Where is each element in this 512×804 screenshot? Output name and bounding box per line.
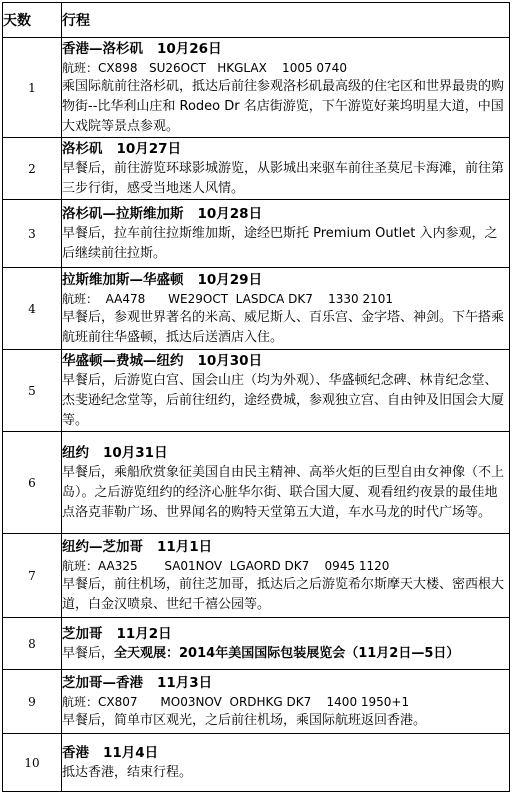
day-description: 早餐后，拉车前往拉斯维加斯，途经巴斯托 Premium Outlet 入内参观，之后继续前往拉斯。 xyxy=(62,225,498,261)
day-plan xyxy=(62,138,510,200)
date: 10月27日 xyxy=(116,140,182,157)
day-number: 8 xyxy=(3,618,62,670)
day-description: 早餐后，前往机场，前往芝加哥，抵达后之后游览希尔斯摩天大楼、密西根大道，白金汉喷泉、世纪千禧公园等。 xyxy=(62,576,505,612)
table-row xyxy=(3,200,510,268)
route: 芝加哥 xyxy=(62,625,103,642)
route: 华盛顿—费城—纽约 xyxy=(62,352,184,369)
day-number: 1 xyxy=(3,38,62,138)
route: 拉斯维加斯—华盛顿 xyxy=(62,271,184,288)
table-row xyxy=(3,138,510,200)
day-title xyxy=(62,204,509,224)
table-row xyxy=(3,618,510,670)
day-number: 4 xyxy=(3,268,62,350)
day-plan xyxy=(62,670,510,734)
route: 香港—洛杉矶 xyxy=(62,40,143,57)
route: 纽约 xyxy=(62,444,89,461)
day-description: 乘国际航前往洛杉矶，抵达后前往参观洛杉矶最高级的住宅区和世界最贵的购物街--比华利山庄和 Rodeo Dr 名店街游览，下午游览好莱坞明星大道，中国大戏院等景点参观。 xyxy=(62,78,505,134)
day-number: 6 xyxy=(3,432,62,534)
day-title xyxy=(62,743,509,763)
date: 10月29日 xyxy=(197,271,263,288)
plan-column-header: 行程 xyxy=(62,3,510,38)
day-title xyxy=(62,139,509,159)
date: 11月1日 xyxy=(157,538,213,555)
day-title xyxy=(62,39,509,59)
day-plan xyxy=(62,200,510,268)
day-column-header: 天数 xyxy=(3,3,62,38)
day-plan xyxy=(62,268,510,350)
day-description xyxy=(62,644,509,664)
date: 10月28日 xyxy=(197,205,263,222)
date: 11月4日 xyxy=(103,744,159,761)
date: 10月30日 xyxy=(197,352,263,369)
table-row xyxy=(3,734,510,792)
day-number: 10 xyxy=(3,734,62,792)
day-plan xyxy=(62,618,510,670)
flight-info: 航班： AA478 WE29OCT LASDCA DK7 1330 2101 xyxy=(62,291,393,306)
date: 10月26日 xyxy=(157,40,222,57)
day-plan xyxy=(62,734,510,792)
table-row xyxy=(3,670,510,734)
day-title xyxy=(62,624,509,644)
route: 芝加哥—香港 xyxy=(62,674,143,691)
day-title xyxy=(62,351,509,371)
table-row xyxy=(3,534,510,618)
route: 纽约—芝加哥 xyxy=(62,538,143,555)
day-number: 2 xyxy=(3,138,62,200)
date: 11月3日 xyxy=(157,674,213,691)
day-description: 抵达香港，结束行程。 xyxy=(62,764,193,780)
day-number: 5 xyxy=(3,350,62,432)
day-number: 7 xyxy=(3,534,62,618)
description-prefix: 早餐后， xyxy=(62,645,115,661)
table-row xyxy=(3,38,510,138)
flight-info: 航班：CX898 SU26OCT HKGLAX 1005 0740 xyxy=(62,60,347,75)
day-plan xyxy=(62,432,510,534)
day-plan xyxy=(62,534,510,618)
day-number: 9 xyxy=(3,670,62,734)
day-plan xyxy=(62,350,510,432)
table-row xyxy=(3,268,510,350)
date: 11月2日 xyxy=(116,625,172,642)
day-description: 早餐后，前往游览环球影城游览，从影城出来驱车前往圣莫尼卡海滩，前往第三步行街，感受当地迷人风情。 xyxy=(62,160,505,196)
day-title xyxy=(62,537,509,557)
itinerary-table xyxy=(2,2,510,792)
day-title xyxy=(62,443,509,463)
route: 香港 xyxy=(62,744,89,761)
table-row xyxy=(3,350,510,432)
day-title xyxy=(62,270,509,290)
day-description: 早餐后，参观世界著名的米高、威尼斯人、百乐宫、金字塔、神剑。下午搭乘航班前往华盛顿，抵达后送酒店入住。 xyxy=(62,309,505,345)
day-description: 早餐后，简单市区观光，之后前往机场，乘国际航班返回香港。 xyxy=(62,712,427,728)
date: 10月31日 xyxy=(103,444,168,461)
day-description: 早餐后，乘船欣赏象征美国自由民主精神、高举火炬的巨型自由女神像（不上岛）。之后游览纽约的经济心脏华尔街、联合国大厦、观看纽约夜景的最佳地点洛克菲勒广场、世界闻名的购特天堂第五大道，车水马龙的时代广场等。 xyxy=(62,464,505,520)
exhibition-highlight: 全天观展：2014年美国国际包装展览会（11月2日—5日） xyxy=(114,645,460,661)
day-number: 3 xyxy=(3,200,62,268)
day-description: 早餐后，后游览白宫、国会山庄（均为外观）、华盛顿纪念碑、林肯纪念堂、杰斐逊纪念堂等，后前往纽约，途经费城，参观独立宫、自由钟及旧国会大厦等。 xyxy=(62,372,505,428)
route: 洛杉矶 xyxy=(62,140,103,157)
table-row xyxy=(3,432,510,534)
route: 洛杉矶—拉斯维加斯 xyxy=(62,205,184,222)
day-title xyxy=(62,673,509,693)
flight-info: 航班：AA325 SA01NOV LGAORD DK7 0945 1120 xyxy=(62,558,390,573)
flight-info: 航班：CX807 MO03NOV ORDHKG DK7 1400 1950+1 xyxy=(62,694,410,709)
table-header-row xyxy=(3,3,510,38)
day-plan xyxy=(62,38,510,138)
